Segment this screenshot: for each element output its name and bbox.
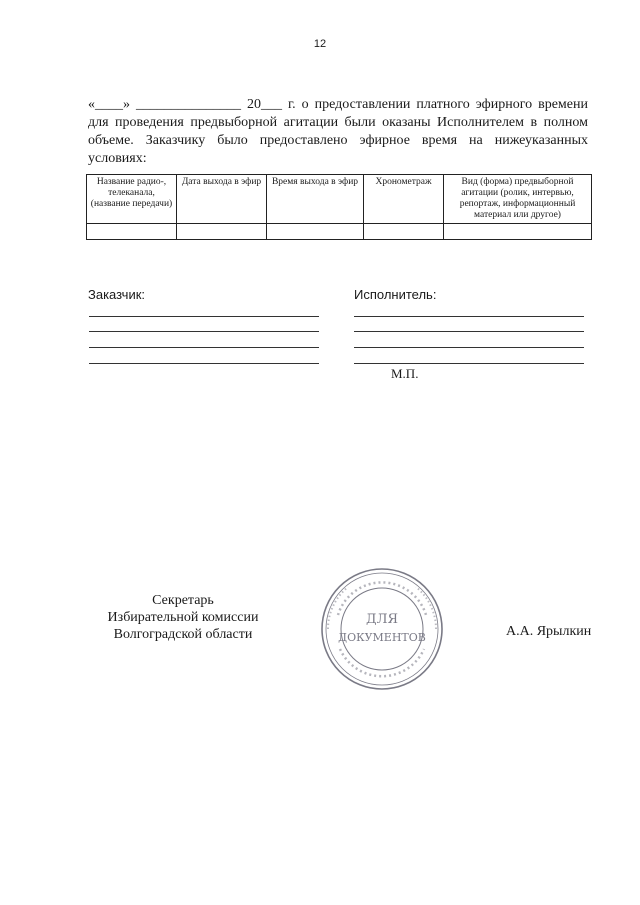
customer-line-4 bbox=[89, 363, 319, 364]
customer-line-2 bbox=[89, 331, 319, 332]
table-header-row bbox=[87, 175, 592, 224]
stamp-text-2: ДОКУМЕНТОВ bbox=[338, 631, 426, 644]
table-cell bbox=[444, 224, 592, 240]
column-header: Название радио-, телеканала, (название передачи) bbox=[87, 175, 177, 224]
secretary-title: Секретарь bbox=[152, 593, 214, 608]
executor-line-3 bbox=[354, 347, 584, 348]
column-header: Хронометраж bbox=[364, 175, 444, 224]
signatory-name: А.А. Ярылкин bbox=[506, 624, 592, 639]
column-header: Время выхода в эфир bbox=[267, 175, 364, 224]
official-stamp-icon bbox=[318, 565, 446, 693]
executor-line-4 bbox=[354, 363, 584, 364]
stamp-text-1: ДЛЯ bbox=[366, 612, 398, 627]
table-row bbox=[87, 224, 592, 240]
executor-line-2 bbox=[354, 331, 584, 332]
secretary-block bbox=[88, 592, 278, 643]
airtime-table bbox=[86, 174, 592, 240]
table-cell bbox=[364, 224, 444, 240]
secretary-region: Волгоградской области bbox=[113, 627, 253, 642]
page-number: 12 bbox=[313, 38, 327, 50]
table-cell bbox=[177, 224, 267, 240]
table-cell bbox=[87, 224, 177, 240]
report-paragraph: «____» _______________ 20___ г. о предоставлении платного эфирного времени для проведения предвыборной агитации были оказаны Исполнителем в полном объеме. Заказчику было предоставлено эфирное время на нижеуказанных условиях: bbox=[88, 97, 588, 166]
column-header: Вид (форма) предвыборной агитации (ролик, интервью, репортаж, информационный материал или другое) bbox=[444, 175, 592, 224]
table-cell bbox=[267, 224, 364, 240]
column-header: Дата выхода в эфир bbox=[177, 175, 267, 224]
customer-line-1 bbox=[89, 316, 319, 317]
seal-label: М.П. bbox=[391, 366, 419, 381]
executor-label: Исполнитель: bbox=[354, 287, 437, 302]
executor-line-1 bbox=[354, 316, 584, 317]
customer-label: Заказчик: bbox=[88, 287, 146, 302]
customer-line-3 bbox=[89, 347, 319, 348]
secretary-commission: Избирательной комиссии bbox=[107, 610, 259, 625]
